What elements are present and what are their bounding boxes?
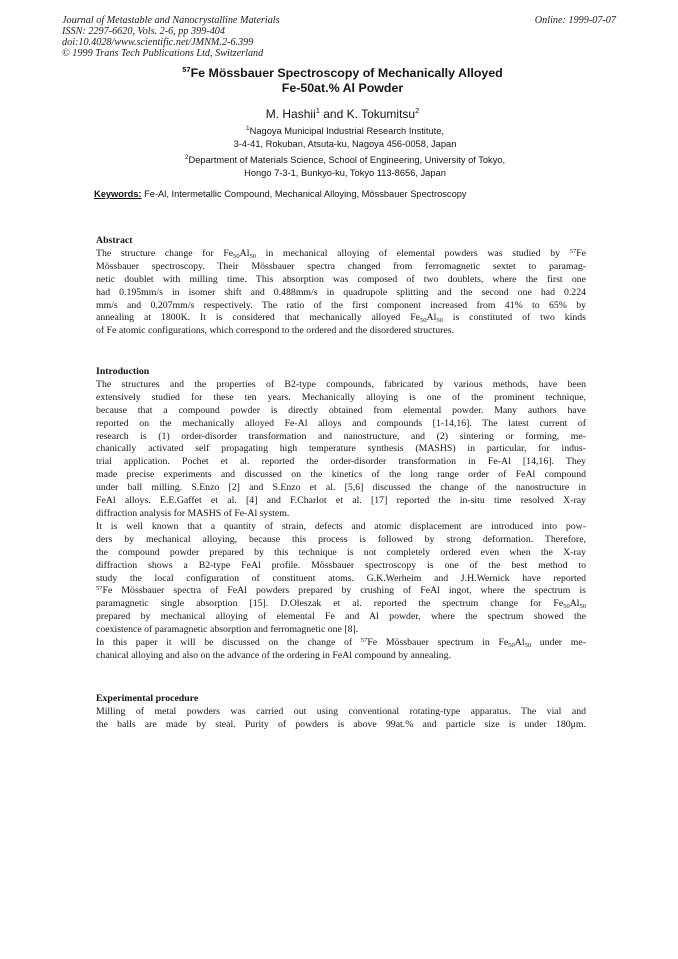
intro-line: chanically activated self propagating high temperature synthesis (MASHS) in particular, for indus- [96, 443, 586, 455]
title-isotope: 57 [182, 64, 191, 74]
abstract-line: The structure change for $Fe_{50}Al_{50}$ in mechanical alloying of elemental powders was studied by $^{57}$Fe [96, 247, 586, 260]
title-line-2: Fe-50at.% Al Powder [281, 81, 404, 95]
experimental-heading: Experimental procedure [96, 693, 199, 704]
intro-line: diffraction shows a B2-type FeAl profile. Mössbauer spectroscopy is one of the best method to [96, 559, 586, 571]
intro-line: made precise experiments and discussed on the kinetics of the long range order of FeAl compound [96, 469, 586, 481]
affiliation-2-line-2: Hongo 7-3-1, Bunkyo-ku, Tokyo 113-8656, Japan [244, 167, 446, 178]
affiliation-2-mark: 2 [184, 153, 189, 161]
issn-line: ISSN: 2297-6620, Vols. 2-6, pp 399-404 [62, 26, 225, 37]
intro-line: paramagnetic single absorption [15]. D.Oleszak et al. reported the spectrum change for $Fe_{50}Al_{50}$ [96, 598, 586, 611]
abstract-line: mm/s and 0.207mm/s respectively. The ratio of the first component increased from 41% to 65% by [96, 299, 586, 311]
abstract-line: of Fe atomic configurations, which correspond to the ordered and the disordered structures. [96, 325, 455, 337]
affiliation-2-line-1: Department of Materials Science, School of Engineering, University of Tokyo, [188, 155, 506, 165]
affiliation-1-line-2: 3-4-41, Rokuban, Atsuta-ku, Nagoya 456-0058, Japan [233, 138, 457, 149]
experimental-line: the balls are made by steal. Purity of powders is above 99at.% and particle size is under 180μm. [96, 718, 586, 730]
affiliation-1 [60, 125, 630, 150]
author-1: M. Hashii [265, 107, 316, 121]
keywords-label: Keywords: [94, 189, 142, 199]
affiliation-1-line-1: Nagoya Municipal Industrial Research Institute, [249, 126, 444, 136]
paper-title [90, 66, 595, 96]
intro-line: It is well known that a quantity of strain, defects and atomic displacement are introduced into pow- [96, 520, 586, 532]
intro-line: reported on the mechanically alloyed Fe-Al alloys and compounds [1-14,16]. The latest current of [96, 417, 586, 429]
keywords [94, 189, 614, 199]
title-line-1: Fe Mössbauer Spectroscopy of Mechanically Alloyed [190, 66, 503, 80]
intro-line: In this paper it will be discussed on the change of $^{57}$Fe Mössbauer spectrum in $Fe_{50}Al_{50}$ under me- [96, 637, 586, 650]
intro-line: ders by mechanical alloying, because this process is followed by strong deformation. Therefore, [96, 533, 586, 545]
author-1-mark: 1 [315, 106, 320, 115]
copyright-line: © 1999 Trans Tech Publications Ltd, Switzerland [62, 48, 264, 59]
abstract-line: had 0.195mm/s in isomer shift and 0.488mm/s in quadrupole splitting and the second one had 0.224 [96, 286, 586, 298]
experimental-line: Milling of metal powders was carried out using conventional rotating-type apparatus. The vial and [96, 705, 586, 717]
abstract-section [96, 235, 586, 338]
intro-line: coexistence of paramagnetic absorption and ferromagnetic one [8]. [96, 624, 359, 636]
intro-line: research is (1) order-disorder transformation and nanostructure, and (2) sintering or forming, me- [96, 430, 586, 442]
intro-line: chanical alloying and also on the advance of the ordering in FeAl compound by annealing. [96, 649, 452, 661]
abstract-heading: Abstract [96, 235, 133, 246]
intro-line: because that a compound powder is directly obtained from elemental powder. Many authors have [96, 404, 586, 416]
author-2-mark: 2 [415, 106, 420, 115]
intro-line: under ball milling. S.Enzo [2] and S.Enzo et al. [5,6] discussed the change of the nanostructure in [96, 482, 586, 494]
intro-line: diffraction analysis for MASHS of Fe-Al system. [96, 507, 290, 519]
journal-name: Journal of Metastable and Nanocrystalline Materials [62, 15, 280, 26]
keywords-text: Fe-Al, Intermetallic Compound, Mechanical Alloying, Mössbauer Spectroscopy [141, 189, 467, 199]
author-list [90, 107, 595, 121]
abstract-line: netic doublet with milling time. This absorption was composed of two doublets, where the first one [96, 273, 586, 285]
intro-line: $^{57}$Fe Mössbauer spectra of FeAl powders prepared by crushing of FeAl ingot, where the spectrum is [96, 585, 586, 597]
intro-line: FeAl alloys. E.E.Gaffet et al. [4] and F.Charlot et al. [17] reported the in-situ time resolved X-ray [96, 495, 586, 507]
introduction-section [96, 366, 586, 663]
intro-line: prepared by mechanical alloying of elemental Fe and Al powder, where the spectrum showed the [96, 611, 586, 623]
experimental-section [96, 693, 586, 732]
intro-line: the compound powder prepared by this technique is not completely ordered even when the X-ray [96, 546, 586, 558]
doi-line: doi:10.4028/www.scientific.net/JMNM.2-6.399 [62, 37, 254, 48]
introduction-heading: Introduction [96, 366, 150, 377]
abstract-line: annealing at 1800K. It is considered that mechanically alloyed $Fe_{50}Al_{50}$ is constituted of two kinds [96, 312, 586, 325]
abstract-line: Mössbauer spectroscopy. Their Mössbauer spectra changed from ferromagnetic sextet to paramag- [96, 260, 586, 272]
intro-line: The structures and the properties of B2-type compounds, fabricated by various methods, have been [96, 378, 586, 390]
author-separator: and [319, 107, 347, 121]
author-2: K. Tokumitsu [346, 107, 416, 121]
intro-line: study the local configuration of constituent atoms. G.K.Werheim and J.H.Wernick have reported [96, 572, 586, 584]
intro-line: extensively studied for these ten years. Mechanically alloying is one of the prominent technique, [96, 391, 586, 403]
affiliation-1-mark: 1 [246, 124, 250, 132]
affiliation-2 [60, 154, 630, 179]
online-date: Online: 1999-07-07 [534, 15, 616, 26]
intro-line: trial application. Pochet et al. reported the order-disorder transformation in Fe-Al [14,16]. They [96, 456, 586, 468]
